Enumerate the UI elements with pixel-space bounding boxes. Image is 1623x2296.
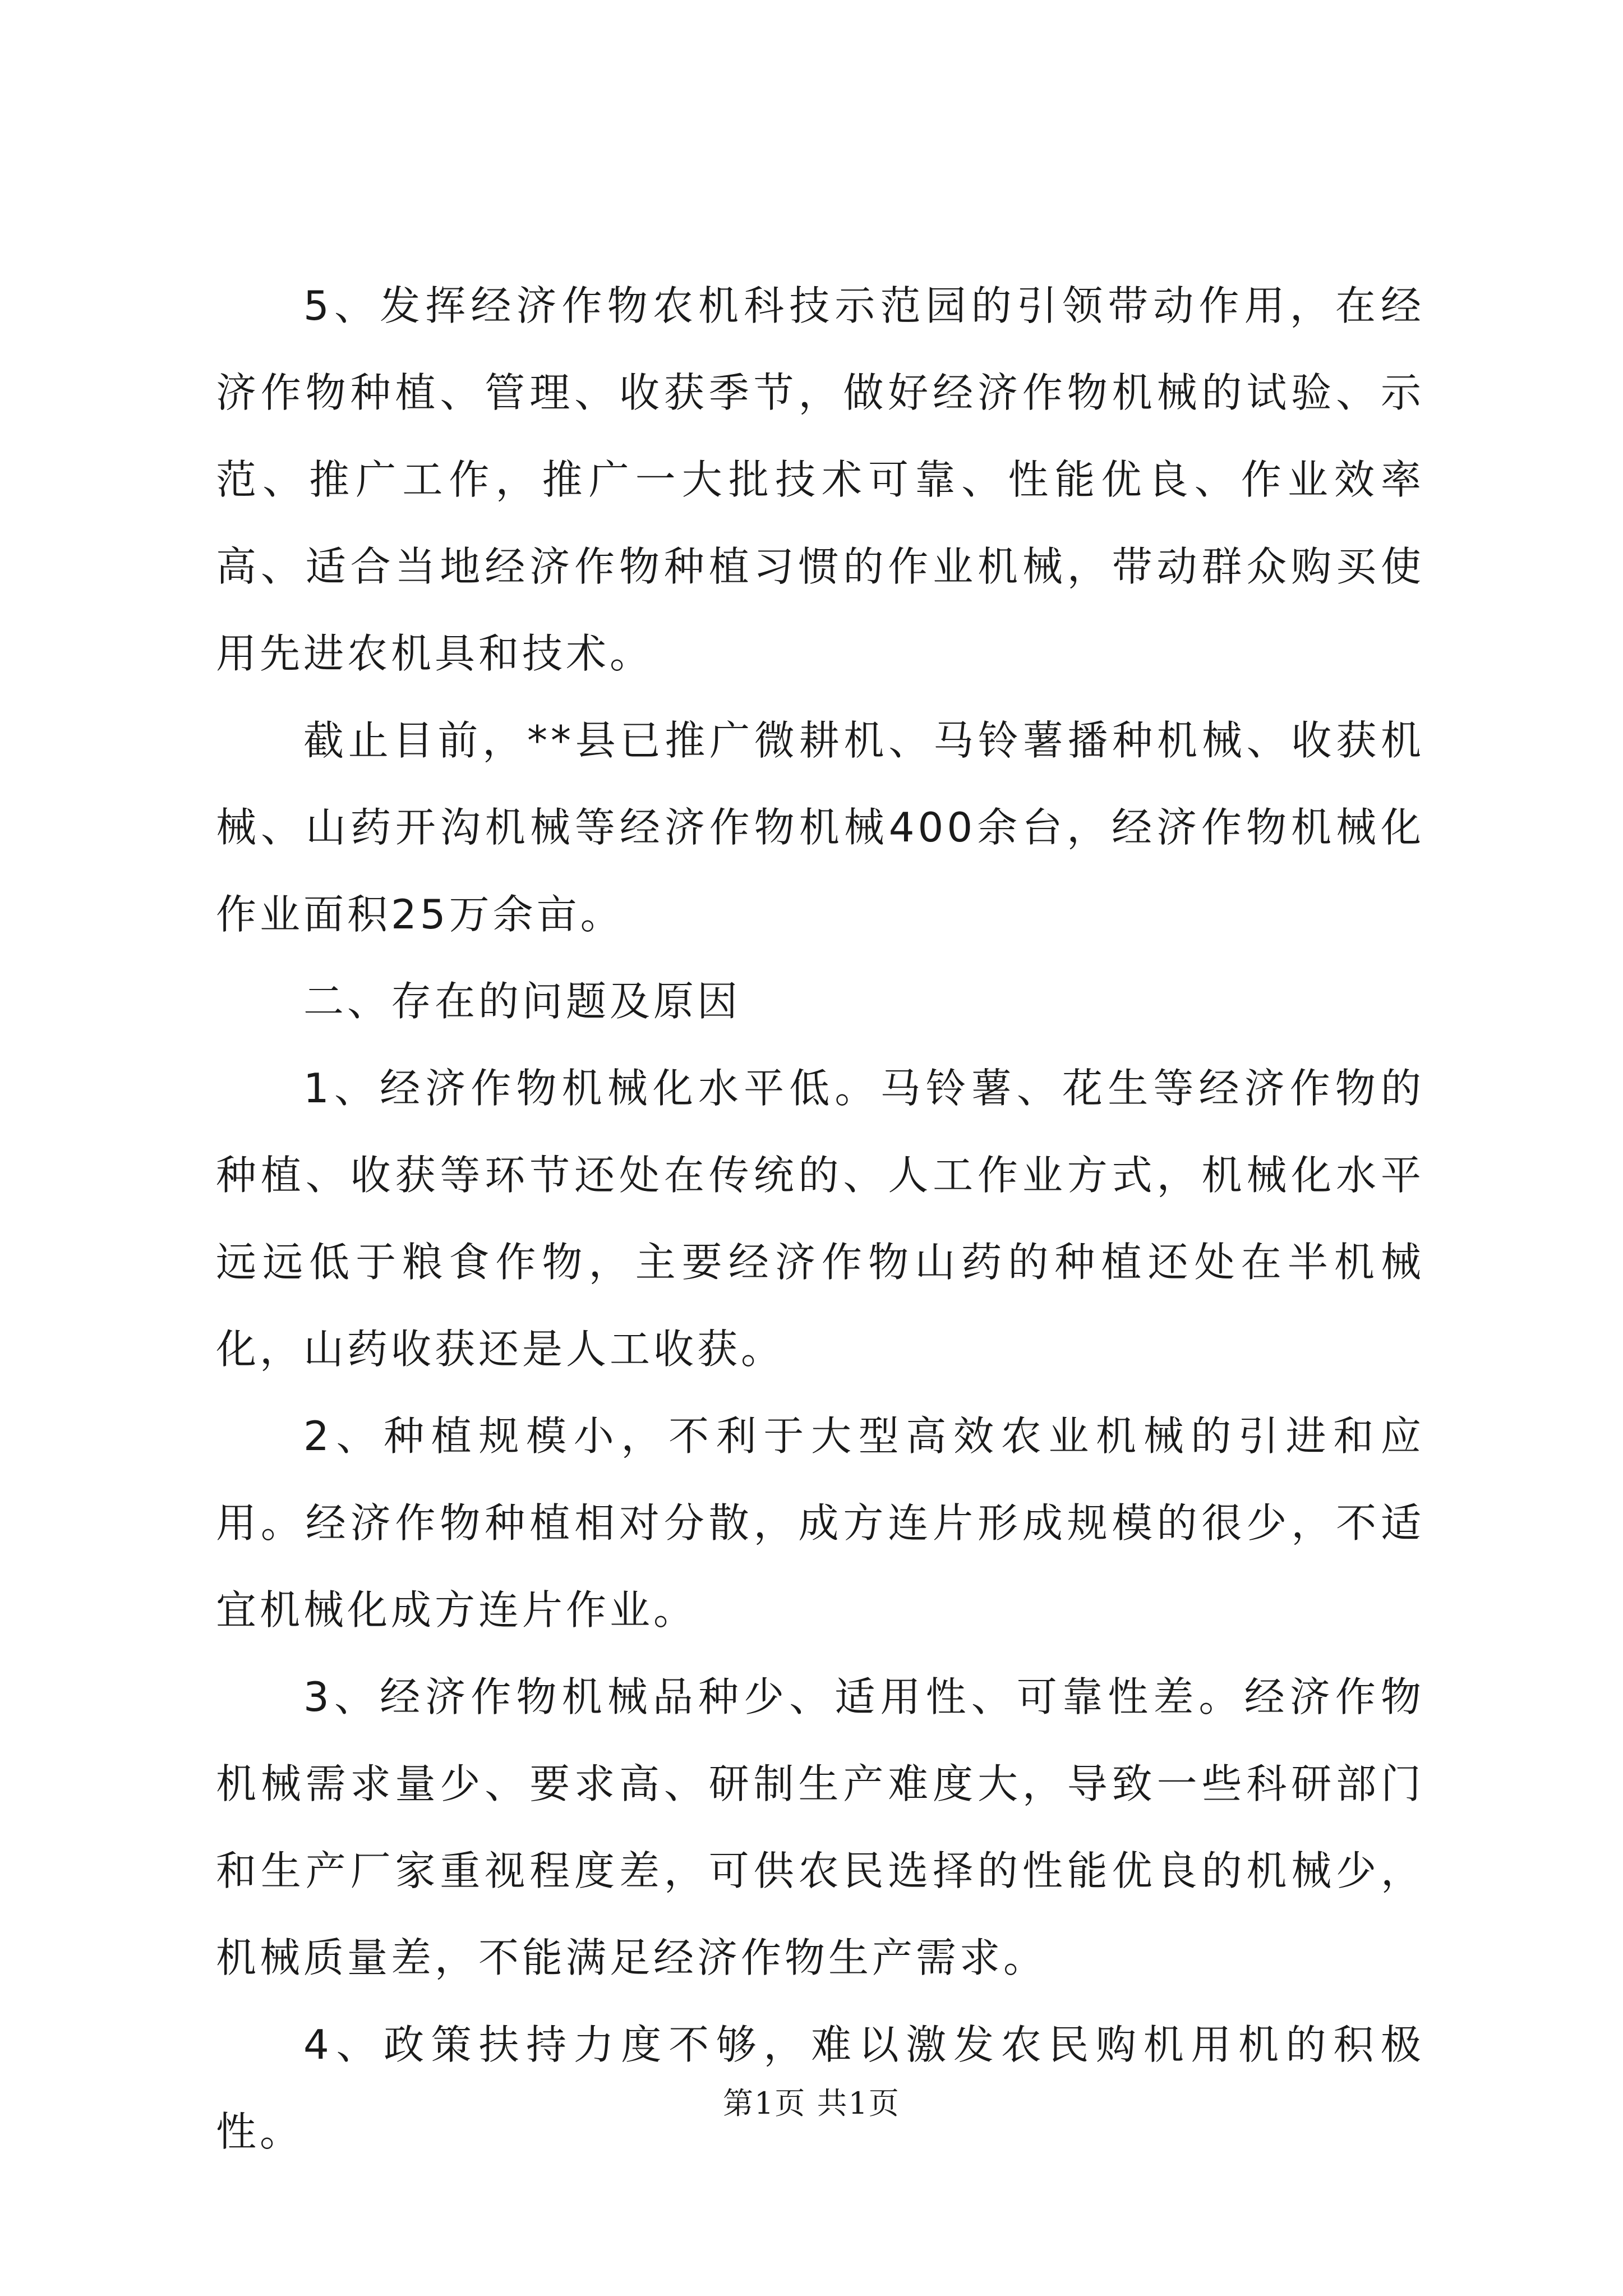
- paragraph-problem-1: 1、经济作物机械化水平低。马铃薯、花生等经济作物的种植、收获等环节还处在传统的、人工作业方式，机械化水平远远低于粮食作物，主要经济作物山药的种植还处在半机械化，山药收获还是人工收获。: [216, 1065, 1424, 1373]
- section-heading-problems: 二、存在的问题及原因: [303, 978, 741, 1025]
- paragraph-promotion-summary: 截止目前，**县已推广微耕机、马铃薯播种机械、收获机械、山药开沟机械等经济作物机械400余台，经济作物机械化作业面积25万余亩。: [216, 717, 1424, 938]
- document-body: [216, 263, 1424, 2175]
- paragraph-5-demo-park: 5、发挥经济作物农机科技示范园的引领带动作用，在经济作物种植、管理、收获季节，做好经济作物机械的试验、示范、推广工作，推广一大批技术可靠、性能优良、作业效率高、适合当地经济作物种植习惯的作业机械，带动群众购买使用先进农机具和技术。: [216, 282, 1424, 677]
- paragraph-problem-2: 2、种植规模小，不利于大型高效农业机械的引进和应用。经济作物种植相对分散，成方连片形成规模的很少，不适宜机械化成方连片作业。: [216, 1412, 1424, 1634]
- page-footer: 第1页 共1页: [723, 2086, 900, 2121]
- paragraph-problem-3: 3、经济作物机械品种少、适用性、可靠性差。经济作物机械需求量少、要求高、研制生产难度大，导致一些科研部门和生产厂家重视程度差，可供农民选择的性能优良的机械少，机械质量差，不能满足经济作物生产需求。: [216, 1673, 1424, 1981]
- paragraph-problem-4: 4、政策扶持力度不够，难以激发农民购机用机的积极性。: [216, 2021, 1424, 2155]
